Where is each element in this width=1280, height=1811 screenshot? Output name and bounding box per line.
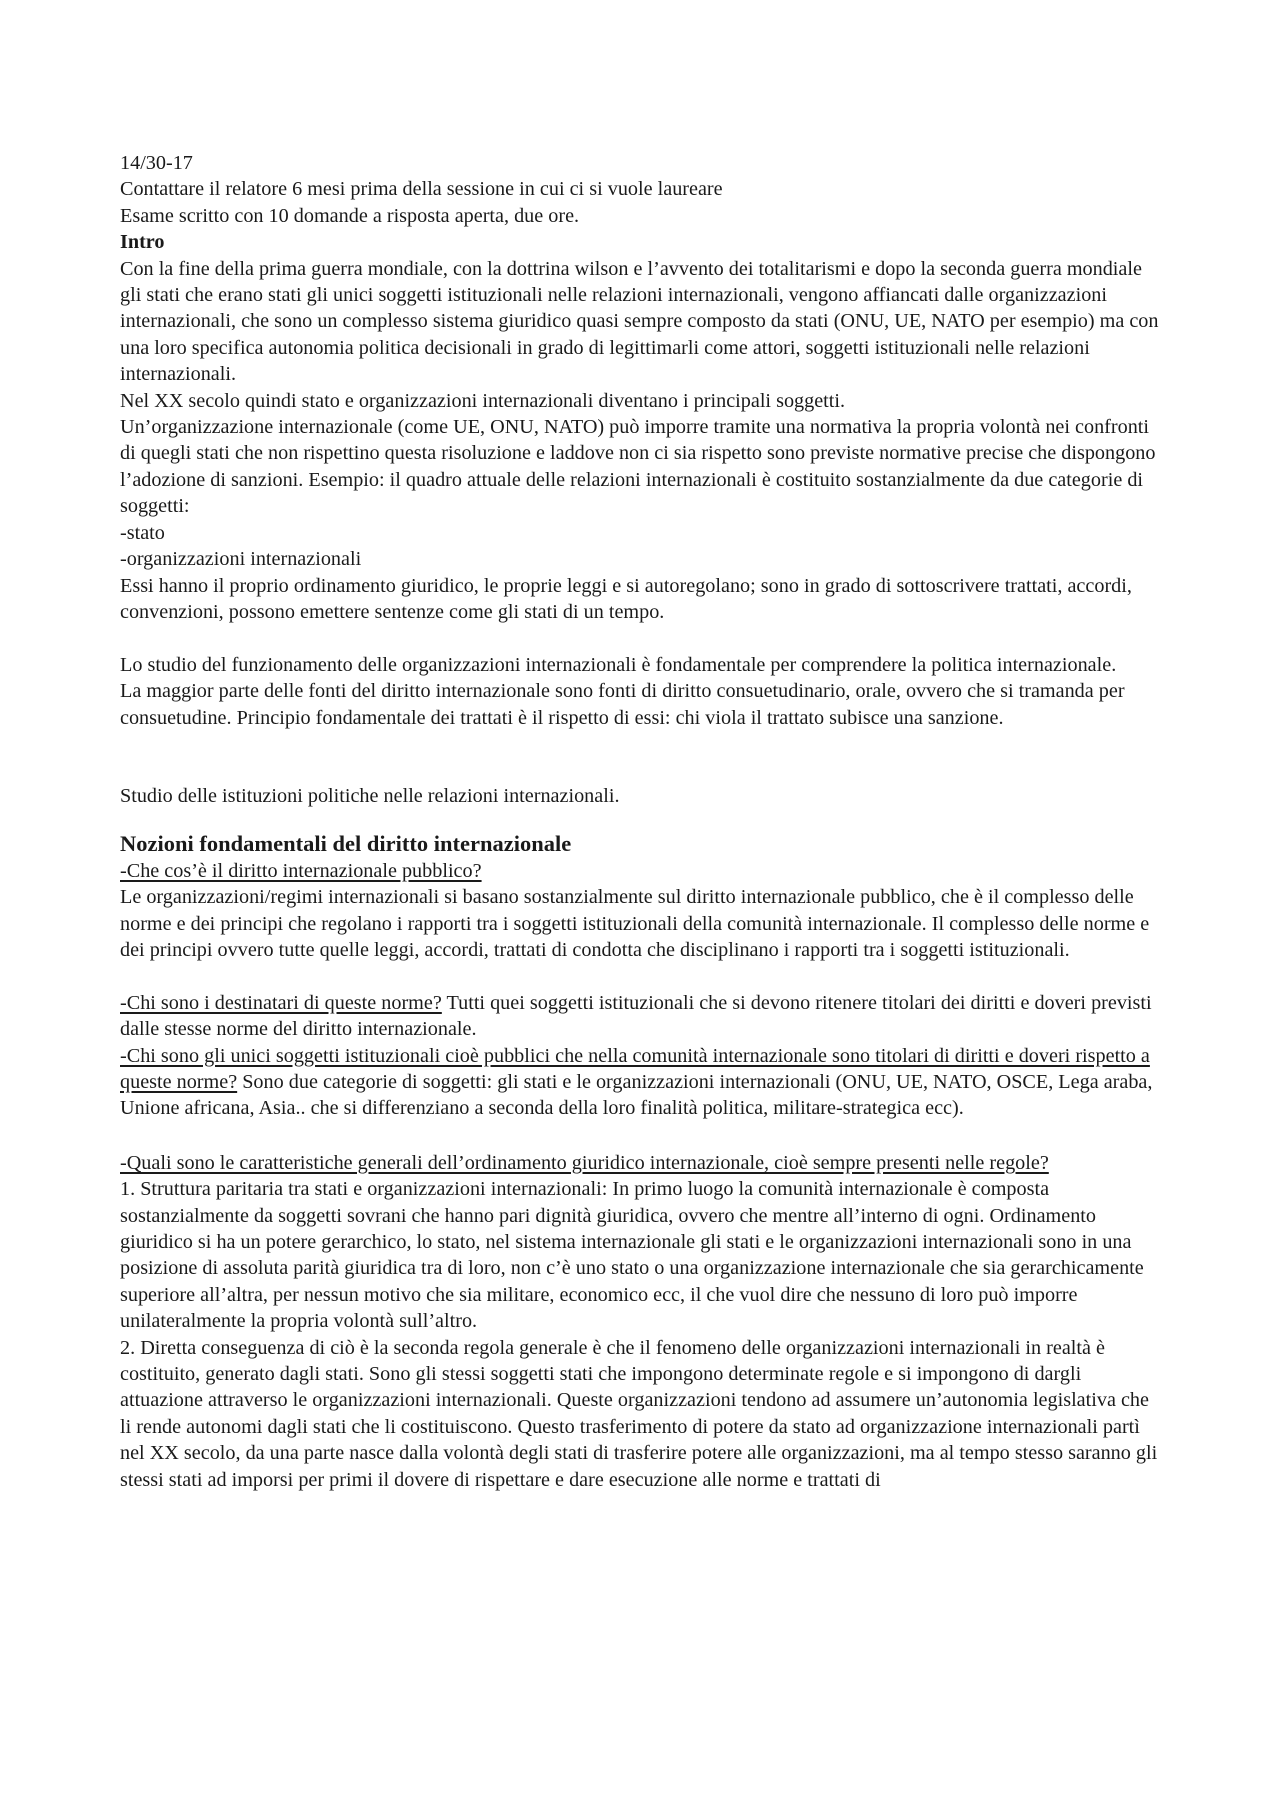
answer-2-text: Tutti quei soggetti istituzionali che si devono ritenere titolari dei diritti e doveri previsti dalle stesse norme del diritto internazionale. [120,991,1152,1041]
question-4 [120,1150,1160,1176]
intro-paragraph-4: Essi hanno il proprio ordinamento giuridico, le proprie leggi e si autoregolano; sono in grado di sottoscrivere trattati, accordi, convenzioni, possono emettere sentenze come gli stati di un tempo. [120,574,1132,623]
intro-paragraph-6: La maggior parte delle fonti del diritto internazionale sono fonti di diritto consuetudinario, orale, ovvero che si tramanda per consuetudine. Principio fondamentale dei trattati è il rispetto di essi: chi viola il trattato subisce una sanzione. [120,680,1125,729]
rule-2: 2. Diretta conseguenza di ciò è la seconda regola generale è che il fenomeno delle organizzazioni internazionali in realtà è costituito, generato dagli stati. Sono gli stessi soggetti stati che impongono determinate regole e si impongono di dargli attuazione attraverso le organizzazioni internazionali. Queste organizzazioni tendono ad assumere un’autonomia legislativa che li rende autonomi dagli stati che li costituiscono. Questo trasferimento di potere da stato ad organizzazione internazionali partì nel XX secolo, da una parte nasce dalla volontà degli stati di trasferire potere alle organizzazioni, ma al tempo stesso saranno gli stessi stati ad imporsi per primi il dovere di rispettare e dare esecuzione alle norme e trattati di [120,1336,1158,1491]
question-1-text: -Che cos’è il diritto internazionale pubblico? [120,859,482,882]
question-4-text: -Quali sono le caratteristiche generali dell’ordinamento giuridico internazionale, cioè sempre presenti nelle regole? [120,1151,1049,1174]
note-contact-supervisor: Contattare il relatore 6 mesi prima della sessione in cui ci si vuole laureare [120,178,723,201]
spacer [120,625,1160,651]
question-3-paragraph [120,1043,1160,1122]
question-2-text: -Chi sono i destinatari di queste norme? [120,991,442,1014]
intro-paragraph-1: Con la fine della prima guerra mondiale, con la dottrina wilson e l’avvento dei totalitarismi e dopo la seconda guerra mondiale gli stati che erano stati gli unici soggetti istituzionali nelle relazioni internazionali, vengono affiancati dalle organizzazioni internazionali, che sono un complesso sistema giuridico quasi sempre composto da stati (ONU, UE, NATO per esempio) ma con una loro specifica autonomia politica decisionali in grado di legittimarli come attori, soggetti istituzionali nelle relazioni internazionali. [120,257,1159,386]
intro-paragraph-7: Studio delle istituzioni politiche nelle relazioni internazionali. [120,784,620,807]
question-3-text: -Chi sono gli unici soggetti istituzionali cioè pubblici che nella comunità internazionale sono titolari di diritti e doveri rispetto a queste norme? [120,1044,1150,1093]
date-line: 14/30-17 [120,152,193,174]
section-heading: Nozioni fondamentali del diritto internazionale [120,831,572,857]
list-item-stato: -stato [120,521,165,544]
answer-1: Le organizzazioni/regimi internazionali si basano sostanzialmente sul diritto internazionale pubblico, che è il complesso delle norme e dei principi che regolano i rapporti tra i soggetti istituzionali della comunità internazionale. Il complesso delle norme e dei principi ovvero tutte quelle leggi, accordi, trattati di condotta che disciplinano i rapporti tra i soggetti istituzionali. [120,886,1150,961]
rule-1: 1. Struttura paritaria tra stati e organizzazioni internazionali: In primo luogo la comunità internazionale è composta sostanzialmente da soggetti sovrani che hanno pari dignità giuridica, ovvero che mentre all’interno di ogni. Ordinamento giuridico si ha un potere gerarchico, lo stato, nel sistema internazionale gli stati e le organizzazioni internazionali sono in una posizione di assoluta parità giuridica tra di loro, non c’è uno stato o una organizzazione internazionale che sia gerarchicamente superiore all’altra, per nessun motivo che sia militare, economico ecc, il che vuol dire che nessuno di loro può imporre unilateralmente la propria volontà sull’altro. [120,1178,1144,1333]
intro-paragraph-2: Nel XX secolo quindi stato e organizzazioni internazionali diventano i principali soggetti. [120,389,846,412]
spacer [120,1122,1160,1150]
note-exam-format: Esame scritto con 10 domande a risposta aperta, due ore. [120,204,580,227]
spacer [120,809,1160,831]
spacer [120,963,1160,989]
spacer [120,731,1160,783]
question-2-paragraph [120,990,1160,1043]
intro-paragraph-5: Lo studio del funzionamento delle organizzazioni internazionali è fondamentale per comprendere la politica internazionale. [120,653,1117,676]
intro-heading: Intro [120,231,165,254]
list-item-organizzazioni: -organizzazioni internazionali [120,548,362,571]
intro-paragraph-3: Un’organizzazione internazionale (come UE, ONU, NATO) può imporre tramite una normativa la propria volontà nei confronti di quegli stati che non rispettino questa risoluzione e laddove non ci sia rispetto sono previste normative precise che dispongono l’adozione di sanzioni. Esempio: il quadro attuale delle relazioni internazionali è costituito sostanzialmente da due categorie di soggetti: [120,416,1156,518]
answer-3-text: Sono due categorie di soggetti: gli stati e le organizzazioni internazionali (ONU, UE, NATO, OSCE, Lega araba, Unione africana, Asia.. che si differenziano a seconda della loro finalità politica, militare-strategica ecc). [120,1070,1153,1120]
question-1 [120,858,1160,884]
